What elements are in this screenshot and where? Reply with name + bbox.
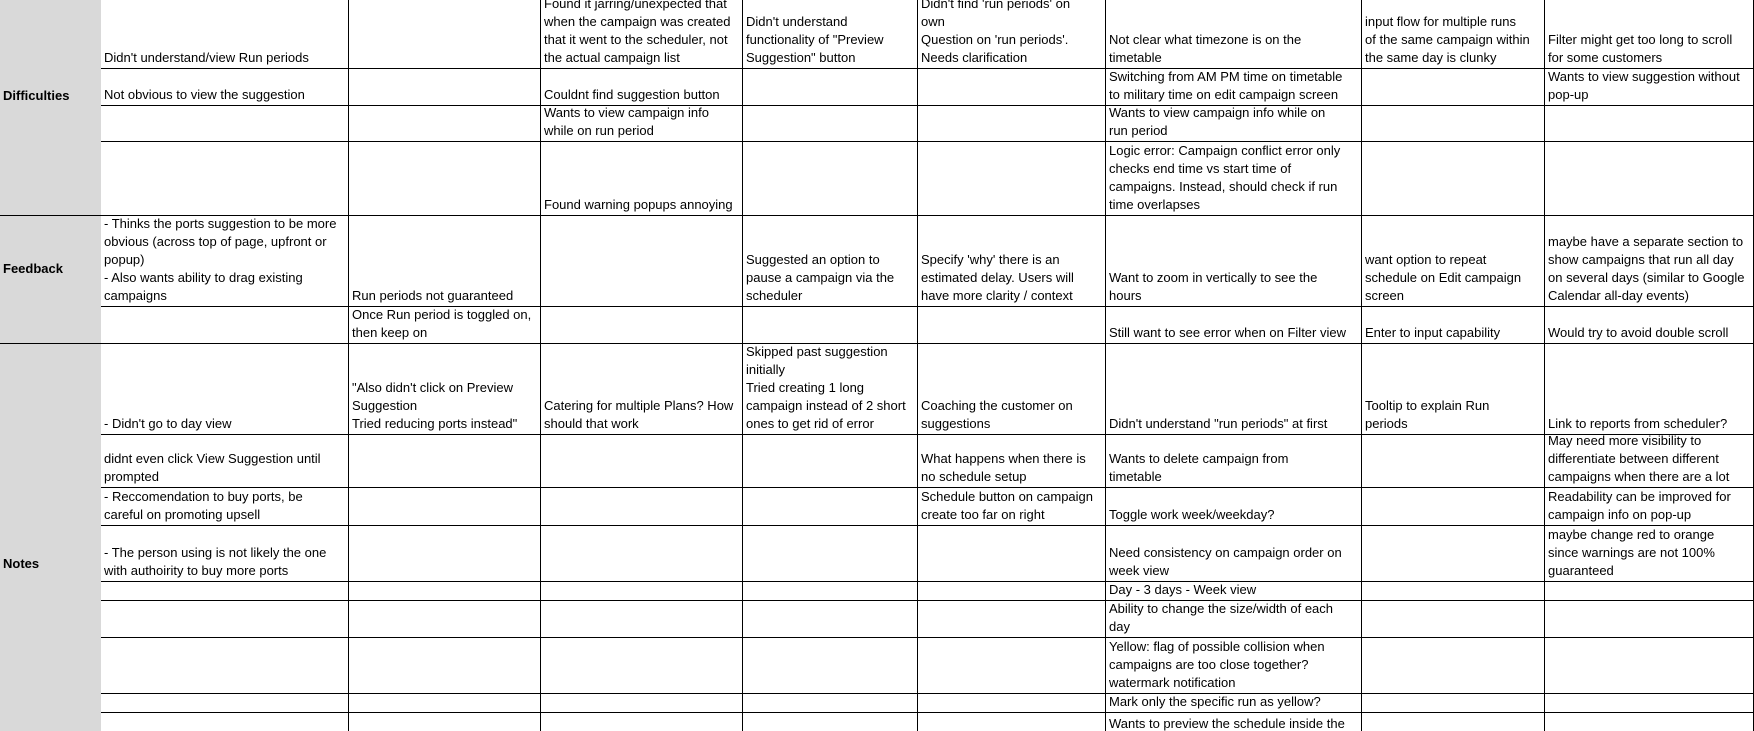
table-cell[interactable]	[349, 526, 541, 582]
table-cell[interactable]	[1106, 694, 1362, 713]
table-cell[interactable]	[541, 142, 743, 216]
cell-text: Want to zoom in vertically to see the hours	[1109, 270, 1318, 303]
table-cell[interactable]	[1106, 307, 1362, 344]
cell-text: - Reccomendation to buy ports, be careful on promoting upsell	[104, 489, 303, 522]
table-cell[interactable]	[743, 0, 918, 69]
table-cell[interactable]	[541, 582, 743, 601]
table-cell[interactable]	[1545, 488, 1754, 526]
table-cell[interactable]	[1362, 344, 1545, 435]
cell-text: What happens when there is no schedule setup	[921, 451, 1086, 484]
table-cell[interactable]	[541, 344, 743, 435]
cell-text: Didn't understand "run periods" at first	[1109, 416, 1328, 431]
table-cell[interactable]	[349, 713, 541, 731]
section-header-difficulties[interactable]	[0, 0, 101, 216]
table-cell[interactable]	[918, 694, 1106, 713]
table-cell[interactable]	[349, 69, 541, 106]
cell-text: Skipped past suggestion initially Tried creating 1 long campaign instead of 2 short ones to get rid of error	[746, 344, 906, 431]
table-cell[interactable]	[1106, 713, 1362, 731]
cell-text: Not clear what timezone is on the timetable	[1109, 32, 1302, 65]
cell-text: Specify 'why' there is an estimated delay. Users will have more clarity / context	[921, 252, 1074, 303]
table-cell[interactable]	[349, 142, 541, 216]
table-cell[interactable]	[743, 344, 918, 435]
table-cell[interactable]	[1545, 694, 1754, 713]
cell-text: didnt even click View Suggestion until prompted	[104, 451, 321, 484]
table-cell[interactable]	[101, 216, 349, 307]
table-cell[interactable]	[1362, 69, 1545, 106]
table-cell[interactable]	[743, 582, 918, 601]
table-cell[interactable]	[743, 216, 918, 307]
table-cell[interactable]	[918, 142, 1106, 216]
table-cell[interactable]	[1545, 582, 1754, 601]
table-cell[interactable]	[743, 601, 918, 638]
table-cell[interactable]	[349, 344, 541, 435]
cell-text: Need consistency on campaign order on week view	[1109, 545, 1342, 578]
table-cell[interactable]	[743, 435, 918, 488]
cell-text: - Thinks the ports suggestion to be more obvious (across top of page, upfront or popup) - Also wants ability to drag existing campaigns	[104, 216, 337, 303]
table-cell[interactable]	[743, 69, 918, 106]
table-cell[interactable]	[101, 582, 349, 601]
table-cell[interactable]	[743, 488, 918, 526]
table-cell[interactable]	[349, 216, 541, 307]
cell-text: Wants to view campaign info while on run period	[544, 106, 709, 138]
table-cell[interactable]	[1545, 0, 1754, 69]
table-cell[interactable]	[743, 526, 918, 582]
table-cell[interactable]	[1545, 638, 1754, 694]
table-cell[interactable]	[1545, 713, 1754, 731]
table-cell[interactable]	[101, 638, 349, 694]
table-cell[interactable]	[541, 638, 743, 694]
table-cell[interactable]	[1362, 307, 1545, 344]
cell-text: maybe have a separate section to show campaigns that run all day on several days (similar to Google Calendar all-day events)	[1548, 234, 1745, 303]
section-label: Feedback	[3, 261, 63, 276]
table-cell[interactable]	[101, 601, 349, 638]
table-cell[interactable]	[743, 106, 918, 142]
table-cell[interactable]	[918, 106, 1106, 142]
cell-text: Tooltip to explain Run periods	[1365, 398, 1490, 431]
section-label: Difficulties	[3, 88, 70, 103]
table-cell[interactable]	[918, 601, 1106, 638]
table-cell[interactable]	[541, 0, 743, 69]
table-cell[interactable]	[918, 526, 1106, 582]
cell-text: Not obvious to view the suggestion	[104, 87, 305, 102]
table-cell[interactable]	[1545, 307, 1754, 344]
table-cell[interactable]	[101, 435, 349, 488]
cell-text: Catering for multiple Plans? How should that work	[544, 398, 734, 431]
cell-text: Logic error: Campaign conflict error only checks end time vs start time of campaigns. Instead, should check if run time overlapses	[1109, 143, 1341, 212]
table-cell[interactable]	[349, 307, 541, 344]
table-cell[interactable]	[1362, 216, 1545, 307]
cell-text: Schedule button on campaign create too far on right	[921, 489, 1094, 522]
table-cell[interactable]	[101, 694, 349, 713]
table-cell[interactable]	[1362, 694, 1545, 713]
table-cell[interactable]	[918, 344, 1106, 435]
table-cell[interactable]	[541, 713, 743, 731]
table-cell[interactable]	[541, 307, 743, 344]
cell-text: maybe change red to orange since warnings are not 100% guaranteed	[1548, 527, 1715, 578]
table-cell[interactable]	[1545, 216, 1754, 307]
table-cell[interactable]	[743, 638, 918, 694]
cell-text: Switching from AM PM time on timetable to military time on edit campaign screen	[1109, 69, 1343, 102]
table-cell[interactable]	[1362, 435, 1545, 488]
table-cell[interactable]	[541, 601, 743, 638]
table-cell[interactable]	[541, 216, 743, 307]
cell-text: Once Run period is toggled on, then keep on	[352, 307, 532, 340]
table-cell[interactable]	[743, 694, 918, 713]
cell-text: Coaching the customer on suggestions	[921, 398, 1073, 431]
table-cell[interactable]	[541, 488, 743, 526]
table-cell[interactable]	[918, 216, 1106, 307]
table-cell[interactable]	[349, 0, 541, 69]
cell-text: - The person using is not likely the one with authoirity to buy more ports	[104, 545, 327, 578]
table-cell[interactable]	[743, 142, 918, 216]
cell-text: Yellow: flag of possible collision when campaigns are too close together? watermark notification	[1109, 639, 1325, 690]
table-cell[interactable]	[743, 713, 918, 731]
cell-text: Found warning popups annoying	[544, 197, 733, 212]
table-cell[interactable]	[101, 307, 349, 344]
cell-text: - Didn't go to day view	[104, 416, 232, 431]
cell-text: Wants to view suggestion without pop-up	[1548, 69, 1740, 102]
table-cell[interactable]	[101, 344, 349, 435]
section-header-feedback[interactable]	[0, 216, 101, 344]
cell-text: Readability can be improved for campaign info on pop-up	[1548, 489, 1731, 522]
table-cell[interactable]	[1545, 142, 1754, 216]
table-cell[interactable]	[349, 601, 541, 638]
table-cell[interactable]	[918, 435, 1106, 488]
table-cell[interactable]	[1362, 713, 1545, 731]
cell-text: Link to reports from scheduler?	[1548, 416, 1728, 431]
table-cell[interactable]	[1362, 526, 1545, 582]
section-label: Notes	[3, 556, 40, 571]
table-cell[interactable]	[1106, 106, 1362, 142]
table-cell[interactable]	[101, 142, 349, 216]
table-cell[interactable]	[1362, 142, 1545, 216]
cell-text: Wants to preview the schedule inside the	[1109, 716, 1345, 731]
table-cell[interactable]	[541, 69, 743, 106]
table-cell[interactable]	[1362, 638, 1545, 694]
table-cell[interactable]	[1545, 344, 1754, 435]
table-cell[interactable]	[101, 106, 349, 142]
table-cell[interactable]	[1362, 0, 1545, 69]
table-cell[interactable]	[1545, 69, 1754, 106]
table-cell[interactable]	[349, 694, 541, 713]
table-cell[interactable]	[1106, 601, 1362, 638]
cell-text: Run periods not guaranteed	[352, 288, 514, 303]
table-cell[interactable]	[918, 713, 1106, 731]
table-cell[interactable]	[918, 69, 1106, 106]
cell-text: Enter to input capability	[1365, 325, 1501, 340]
table-cell[interactable]	[918, 638, 1106, 694]
cell-text: Suggested an option to pause a campaign via the scheduler	[746, 252, 895, 303]
cell-text: Wants to delete campaign from timetable	[1109, 451, 1289, 484]
table-cell[interactable]	[101, 0, 349, 69]
cell-text: Didn't understand functionality of "Preview Suggestion" button	[746, 14, 884, 65]
table-cell[interactable]	[918, 307, 1106, 344]
table-cell[interactable]	[349, 638, 541, 694]
table-cell[interactable]	[1106, 526, 1362, 582]
cell-text: Would try to avoid double scroll	[1548, 325, 1729, 340]
table-cell[interactable]	[1106, 488, 1362, 526]
table-cell[interactable]	[101, 69, 349, 106]
table-cell[interactable]	[349, 106, 541, 142]
table-cell[interactable]	[1106, 582, 1362, 601]
cell-text: Still want to see error when on Filter view	[1109, 325, 1346, 340]
table-cell[interactable]	[743, 307, 918, 344]
table-cell[interactable]	[1362, 582, 1545, 601]
table-cell[interactable]	[1106, 216, 1362, 307]
cell-text: Ability to change the size/width of each day	[1109, 601, 1334, 634]
cell-text: Didn't understand/view Run periods	[104, 50, 309, 65]
cell-text: Couldnt find suggestion button	[544, 87, 720, 102]
table-cell[interactable]	[349, 488, 541, 526]
cell-text: input flow for multiple runs of the same campaign within the same day is clunky	[1365, 14, 1530, 65]
table-cell[interactable]	[1106, 142, 1362, 216]
cell-text: Day - 3 days - Week view	[1109, 582, 1257, 597]
table-cell[interactable]	[1545, 435, 1754, 488]
cell-text: Filter might get too long to scroll for some customers	[1548, 32, 1733, 65]
table-cell[interactable]	[1362, 106, 1545, 142]
table-cell[interactable]	[1106, 69, 1362, 106]
table-cell[interactable]	[918, 488, 1106, 526]
table-cell[interactable]	[541, 526, 743, 582]
cell-text: want option to repeat schedule on Edit campaign screen	[1365, 252, 1522, 303]
cell-text: "Also didn't click on Preview Suggestion Tried reducing ports instead"	[352, 380, 518, 431]
table-cell[interactable]	[1106, 344, 1362, 435]
table-cell[interactable]	[349, 582, 541, 601]
cell-text: Found it jarring/unexpected that when the campaign was created that it went to the scheduler, not the actual campaign list	[544, 0, 731, 65]
cell-text: Didn't find 'run periods' on own Question on 'run periods'. Needs clarification	[921, 0, 1071, 65]
table-cell[interactable]	[1545, 601, 1754, 638]
cell-text: Wants to view campaign info while on run period	[1109, 106, 1326, 138]
table-cell[interactable]	[541, 106, 743, 142]
table-cell[interactable]	[1106, 0, 1362, 69]
table-cell[interactable]	[1545, 106, 1754, 142]
table-cell[interactable]	[918, 0, 1106, 69]
table-cell[interactable]	[1362, 488, 1545, 526]
table-cell[interactable]	[541, 435, 743, 488]
table-cell[interactable]	[1106, 435, 1362, 488]
table-cell[interactable]	[1545, 526, 1754, 582]
cell-text: Toggle work week/weekday?	[1109, 507, 1275, 522]
table-cell[interactable]	[1106, 638, 1362, 694]
table-cell[interactable]	[101, 713, 349, 731]
table-cell[interactable]	[541, 694, 743, 713]
table-cell[interactable]	[349, 435, 541, 488]
section-header-notes[interactable]	[0, 344, 101, 731]
cell-text: May need more visibility to differentiate between different campaigns when there are a lot	[1548, 435, 1730, 484]
cell-text: Mark only the specific run as yellow?	[1109, 694, 1321, 709]
table-cell[interactable]	[101, 526, 349, 582]
table-cell[interactable]	[918, 582, 1106, 601]
table-cell[interactable]	[101, 488, 349, 526]
table-cell[interactable]	[1362, 601, 1545, 638]
